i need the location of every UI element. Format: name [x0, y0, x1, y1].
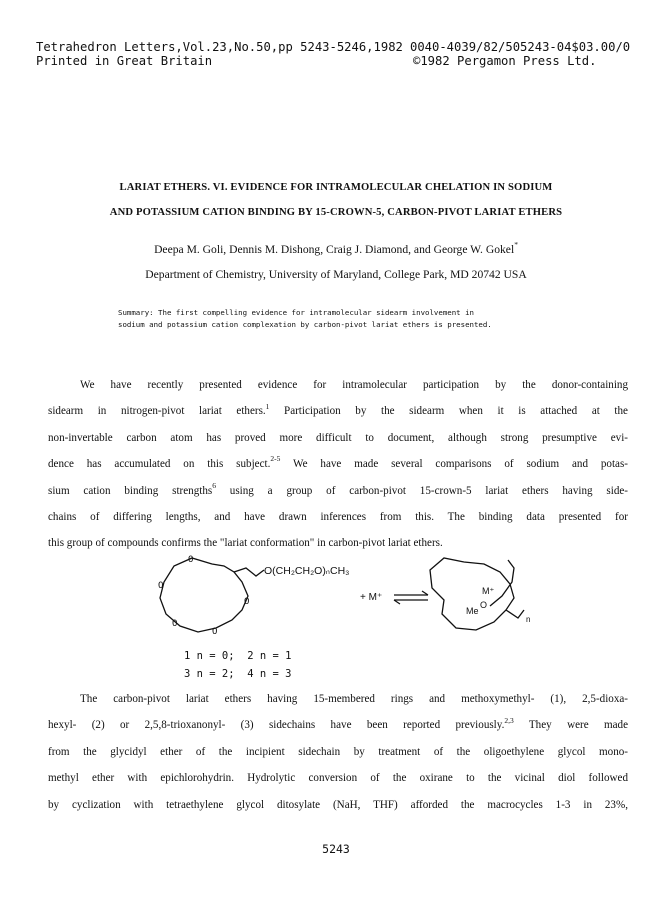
p2-line-5: by cyclization with tetraethylene glycol ditosylate (NaH, THF) afforded the macrocycles 1-3 in 23%,	[48, 798, 628, 811]
complex-methyl-label: Me	[466, 606, 479, 616]
p1-line-5-text-b: using a group of carbon-pivot 15-crown-5 lariat ethers having side-	[215, 484, 628, 497]
citation-ref-6: 6	[212, 480, 216, 490]
p2-line-2-text-a: hexyl- (2) or 2,5,8-trioxanonyl- (3) sidechains have been reported previously.	[48, 719, 505, 732]
page-number: 5243	[322, 842, 350, 856]
citation-ref-2-3: 2,3	[504, 715, 514, 725]
issn-code: 0040-4039/82/505243-04$03.00/0	[410, 40, 631, 54]
compound-labels-line-2: 3 n = 2; 4 n = 3	[184, 668, 292, 680]
p2-line-2-text-b: They were made	[513, 719, 629, 732]
sidechain-label: O(CH₂CH₂O)ₙCH₃	[264, 565, 350, 577]
ring-oxygen: O	[212, 627, 218, 637]
title-line-1: LARIAT ETHERS. VI. EVIDENCE FOR INTRAMOLECULAR CHELATION IN SODIUM	[119, 182, 553, 193]
title-line-2: AND POTASSIUM CATION BINDING BY 15-CROWN-5, CARBON-PIVOT LARIAT ETHERS	[109, 207, 563, 218]
p1-line-6: chains of differing lengths, and have drawn inferences from this. The binding data presented for	[48, 510, 628, 523]
affiliation: Department of Chemistry, University of Maryland, College Park, MD 20742 USA	[145, 268, 527, 281]
copyright-notice: ©1982 Pergamon Press Ltd.	[413, 54, 597, 68]
p2-line-4: methyl ether with epichlorohydrin. Hydrolytic conversion of the oxirane to the vicinal diol followed	[48, 772, 628, 785]
ring-oxygen: O	[188, 555, 194, 565]
printed-location: Printed in Great Britain	[36, 54, 213, 68]
corresponding-author-mark: *	[514, 240, 518, 250]
ring-oxygen: O	[172, 619, 178, 629]
equilibrium-arrow	[394, 591, 428, 604]
compound-labels-line-1: 1 n = 0; 2 n = 1	[184, 650, 292, 662]
p1-line-2	[48, 398, 628, 424]
summary-line-1: Summary: The first compelling evidence for intramolecular sidearm involvement in	[118, 308, 474, 317]
citation-ref-2-5: 2-5	[270, 454, 281, 464]
p1-line-5	[48, 478, 628, 504]
p1-line-4	[48, 451, 628, 477]
cation-complex-structure	[430, 558, 524, 630]
p1-line-7: this group of compounds confirms the "lariat conformation" in carbon-pivot lariat ethers.	[48, 537, 443, 550]
p2-line-3: from the glycidyl ether of the incipient sidechain by treatment of the oligoethylene glycol mono-	[48, 745, 628, 758]
paragraph-2	[48, 686, 628, 818]
reaction-scheme	[150, 548, 550, 648]
citation-ref-1: 1	[265, 401, 270, 411]
paragraph-1	[48, 372, 628, 557]
author-names: Deepa M. Goli, Dennis M. Dishong, Craig J. Diamond, and George W. Gokel	[154, 243, 515, 256]
p1-line-3: non-invertable carbon atom has proved more difficult to document, although strong presumptive evi-	[48, 431, 628, 444]
cation-label: + M⁺	[360, 592, 383, 603]
p1-line-1: We have recently presented evidence for intramolecular participation by the donor-containing	[80, 379, 628, 391]
p1-line-5-text-a: sium cation binding strengths	[48, 484, 213, 497]
p1-line-2-text-b: Participation by the sidearm when it is attached at the	[269, 405, 628, 418]
complex-metal-label: M⁺	[482, 586, 495, 596]
p1-line-4-text-b: We have made several comparisons of sodium and potas-	[280, 458, 628, 471]
p1-line-4-text-a: dence has accumulated on this subject.	[48, 458, 271, 471]
ring-oxygen: O	[158, 581, 164, 591]
author-list	[0, 240, 672, 256]
complex-n-label: n	[526, 615, 531, 624]
ring-oxygen-atoms	[158, 555, 249, 637]
journal-citation: Tetrahedron Letters,Vol.23,No.50,pp 5243-5246,1982	[36, 40, 403, 54]
complex-oxygen-label: O	[480, 600, 488, 610]
summary-line-2: sodium and potassium cation complexation by carbon-pivot lariat ethers is presented.	[118, 320, 492, 329]
ring-oxygen: O	[244, 597, 250, 607]
p2-line-1: The carbon-pivot lariat ethers having 15-membered rings and methoxymethyl- (1), 2,5-dioxa-	[80, 693, 628, 705]
p2-line-2	[48, 712, 628, 738]
p1-line-2-text-a: sidearm in nitrogen-pivot lariat ethers.	[48, 405, 266, 418]
